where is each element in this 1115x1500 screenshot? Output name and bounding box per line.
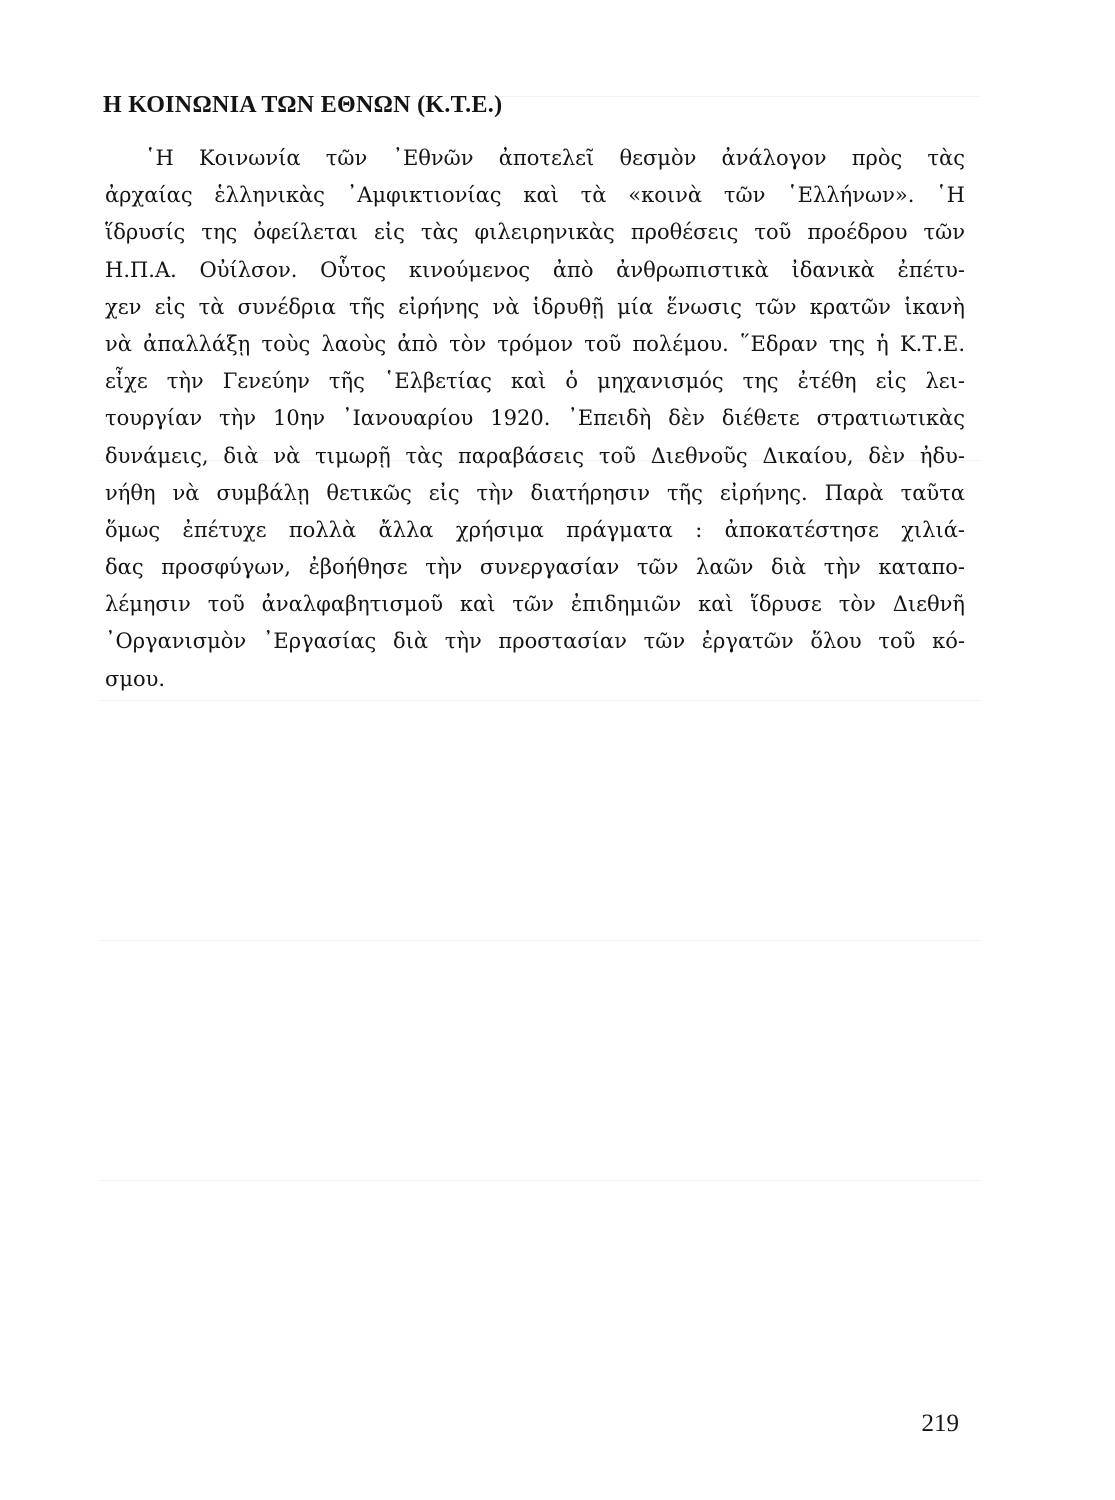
text-line: νήθη νὰ συμβάλῃ θετικῶς εἰς τὴν διατήρησιν τῆς εἰρήνης. Παρὰ ταῦτα [105,480,965,505]
text-line: εἶχε τὴν Γενεύην τῆς ῾Ελβετίας καὶ ὁ μηχανισμός της ἐτέθη εἰς λει- [105,369,965,394]
text-line: δυνάμεις, διὰ νὰ τιμωρῇ τὰς παραβάσεις τοῦ Διεθνοῦς Δικαίου, δὲν ἠδυ- [105,443,965,468]
text-line: σμου. [105,666,166,691]
show-through-line [100,1180,980,1181]
text-line: τουργίαν τὴν 10ην ᾿Ιανουαρίου 1920. ᾿Επειδὴ δὲν διέθετε στρατιωτικὰς [105,406,965,431]
page-number: 219 [921,1410,959,1437]
show-through-line [100,940,980,941]
text-line: νὰ ἀπαλλάξῃ τοὺς λαοὺς ἀπὸ τὸν τρόμον τοῦ πολέμου. ῞Εδραν της ἡ Κ.Τ.Ε. [105,331,965,356]
text-line: δας προσφύγων, ἐβοήθησε τὴν συνεργασίαν τῶν λαῶν διὰ τὴν καταπο- [105,555,965,580]
text-line: Η.Π.Α. Οὐίλσον. Οὗτος κινούμενος ἀπὸ ἀνθρωπιστικὰ ἰδανικὰ ἐπέτυ- [105,257,965,282]
text-line: χεν εἰς τὰ συνέδρια τῆς εἰρήνης νὰ ἱδρυθῇ μία ἕνωσις τῶν κρατῶν ἱκανὴ [105,294,965,319]
text-line: ᾿Οργανισμὸν ᾿Εργασίας διὰ τὴν προστασίαν τῶν ἐργατῶν ὅλου τοῦ κό- [105,629,965,654]
body-paragraph [105,140,965,698]
text-line: ὅμως ἐπέτυχε πολλὰ ἄλλα χρήσιμα πράγματα : ἀποκατέστησε χιλιά- [105,517,965,542]
text-line: λέμησιν τοῦ ἀναλφαβητισμοῦ καὶ τῶν ἐπιδημιῶν καὶ ἵδρυσε τὸν Διεθνῆ [105,592,965,617]
section-title: Η ΚΟΙΝΩΝΙΑ ΤΩΝ ΕΘΝΩΝ (Κ.Τ.Ε.) [103,92,503,118]
text-line: ἀρχαίας ἑλληνικὰς ᾿Αμφικτιονίας καὶ τὰ «κοινὰ τῶν ῾Ελλήνων». ῾Η [105,183,965,208]
show-through-line [100,700,980,701]
text-line: ῾Η Κοινωνία τῶν ᾿Εθνῶν ἀποτελεῖ θεσμὸν ἀνάλογον πρὸς τὰς [145,146,965,170]
text-line: ἵδρυσίς της ὀφείλεται εἰς τὰς φιλειρηνικὰς προθέσεις τοῦ προέδρου τῶν [105,220,965,245]
